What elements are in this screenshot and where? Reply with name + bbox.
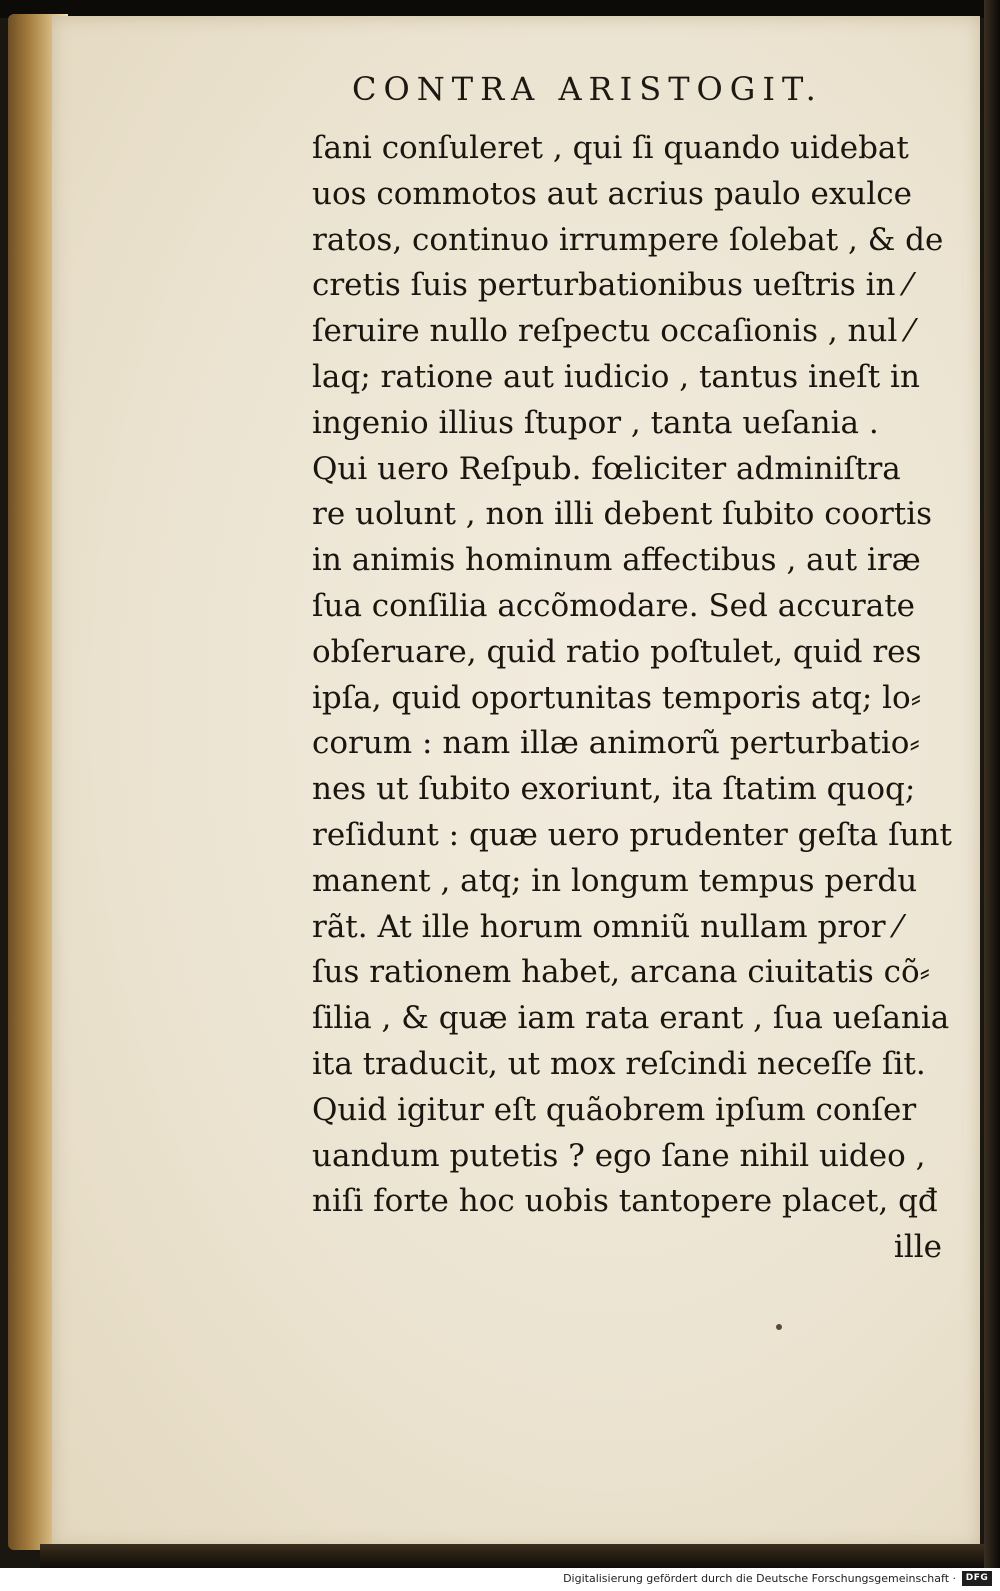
text-line: ſilia , & quæ iam rata erant , ſua ueſania bbox=[312, 1000, 950, 1037]
ink-mark bbox=[776, 1324, 782, 1330]
text-line: corum : nam illæ animorũ perturbatio⸗ bbox=[312, 725, 920, 762]
text-line: ſus rationem habet, arcana ciuitatis cõ⸗ bbox=[312, 954, 930, 991]
text-line: rãt. At ille horum omniũ nullam pror ⁄ bbox=[312, 908, 901, 945]
text-line: reſidunt : quæ uero prudenter geſta ſunt bbox=[312, 816, 952, 853]
text-line: obſeruare, quid ratio poſtulet, quid res bbox=[312, 633, 922, 670]
page-bottom-edge bbox=[40, 1544, 984, 1568]
running-head: CONTRA ARISTOGIT. bbox=[352, 70, 823, 108]
text-line: ipſa, quid oportunitas temporis atq; lo⸗ bbox=[312, 679, 922, 716]
text-line: in animis hominum affectibus , aut iræ bbox=[312, 542, 921, 579]
text-line: Quid igitur eſt quãobrem ipſum conſer bbox=[312, 1091, 917, 1128]
text-line: Qui uero Reſpub. fœliciter adminiſtra bbox=[312, 450, 901, 487]
text-line: niſi forte hoc uobis tantopere placet, qđ bbox=[312, 1183, 938, 1220]
text-line: ſani conſuleret , qui ſi quando uidebat bbox=[312, 130, 909, 166]
text-line: cretis ſuis perturbationibus ueſtris in ⁄ bbox=[312, 267, 911, 304]
text-line: laq; ratione aut iudicio , tantus ineſt in bbox=[312, 358, 920, 395]
text-line: re uolunt , non illi debent ſubito coortis bbox=[312, 496, 933, 533]
text-line: manent , atq; in longum tempus perdu bbox=[312, 862, 918, 899]
text-line: ita traducit, ut mox reſcindi neceſſe ſit. bbox=[312, 1045, 926, 1082]
text-line: nes ut ſubito exoriunt, ita ſtatim quoq; bbox=[312, 771, 916, 808]
text-line: ratos, continuo irrumpere ſolebat , & de bbox=[312, 221, 944, 258]
text-line: ſeruire nullo reſpectu occaſionis , nul ⁄ bbox=[312, 313, 913, 350]
funding-credit: Digitalisierung gefördert durch die Deutsche Forschungsgemeinschaft · bbox=[563, 1572, 956, 1585]
text-line: uos commotos aut acrius paulo exulce bbox=[312, 175, 912, 212]
text-line: ſua conſilia accõmodare. Sed accurate bbox=[312, 587, 916, 624]
scan-right-edge bbox=[984, 0, 1000, 1568]
catchword: ille bbox=[893, 1229, 942, 1266]
footer-bar bbox=[0, 1568, 1000, 1591]
text-line: ingenio illius ſtupor , tanta ueſania . bbox=[312, 404, 879, 441]
text-block bbox=[312, 126, 952, 1271]
text-line: uandum putetis ? ego ſane nihil uideo , bbox=[312, 1137, 926, 1174]
dfg-logo-icon[interactable]: DFG bbox=[962, 1571, 992, 1586]
